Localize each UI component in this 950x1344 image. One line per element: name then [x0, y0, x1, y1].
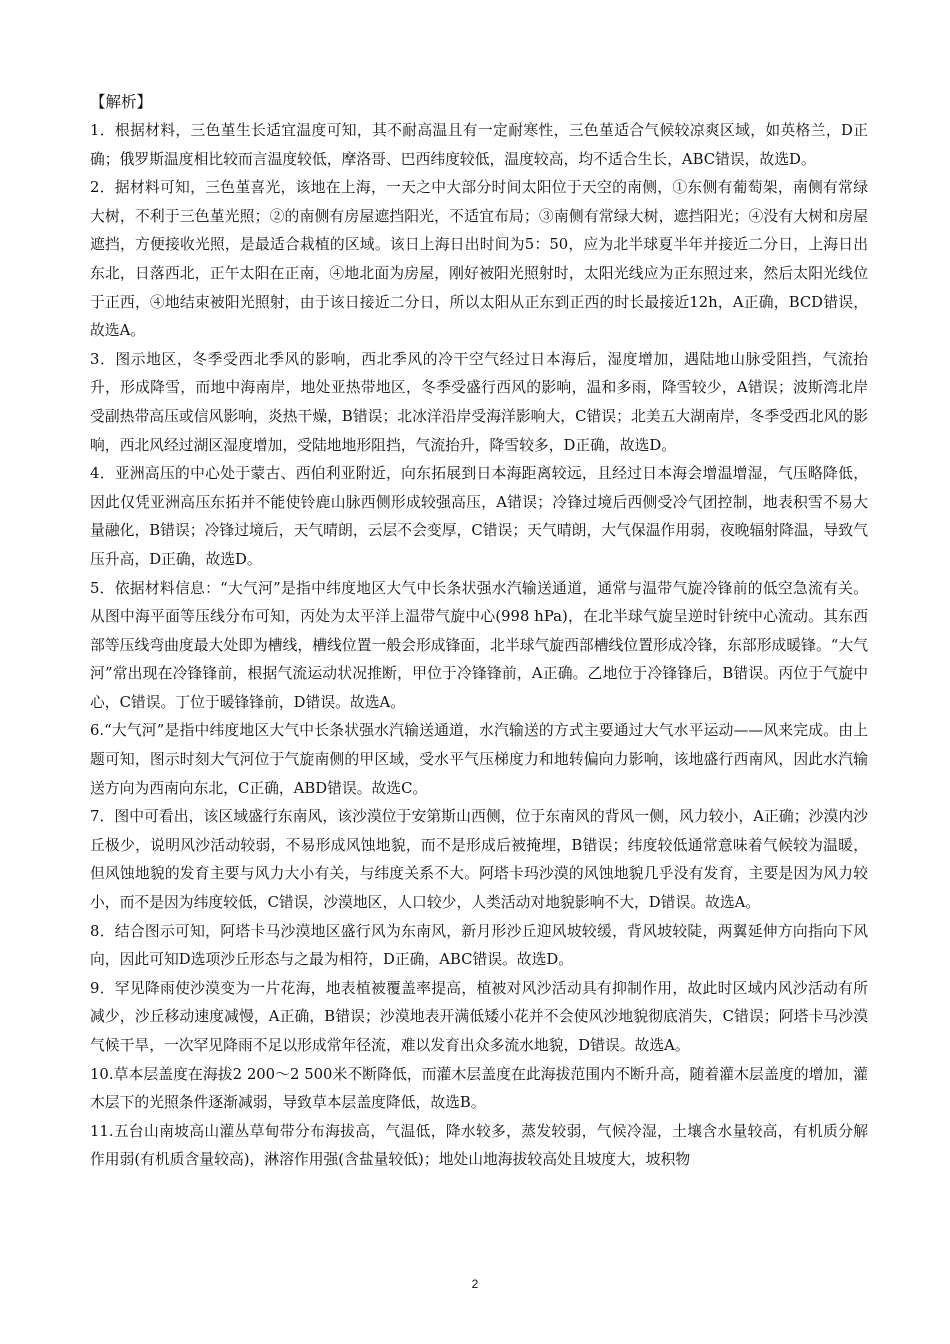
answer-paragraph-1: 1．根据材料，三色堇生长适宜温度可知，其不耐高温且有一定耐寒性，三色堇适合气候较凉爽区域，如英格兰，D正确；俄罗斯温度相比较而言温度较低，摩洛哥、巴西纬度较低，温度较高，均不适合生长，ABC错误，故选D。 — [90, 122, 868, 168]
answer-paragraph-11: 11.五台山南坡高山灌丛草甸带分布海拔高，气温低，降水较多，蒸发较弱，气候冷湿，土壤含水量较高，有机质分解作用弱(有机质含量较高)，淋溶作用强(含盐量较低)；地处山地海拔较高处且坡度大，坡积物 — [90, 1122, 868, 1169]
answer-paragraph-5: 5．依据材料信息：“大气河”是指中纬度地区大气中长条状强水汽输送通道，通常与温带气旋冷锋前的低空急流有关。从图中海平面等压线分布可知，丙处为太平洋上温带气旋中心(998 hPa)，在北半球气旋呈逆时针统中心流动。其东西部等压线弯曲度最大处即为槽线，槽线位置一般会形成锋面，北半球气旋西部槽线位置形成冷锋，东部形成暖锋。“大气河”常出现在冷锋锋前，根据气流运动状况推断，甲位于冷锋锋前，A正确。乙地位于冷锋锋后，B错误。丙位于气旋中心，C错误。丁位于暖锋锋前，D错误。故选A。 — [90, 579, 868, 711]
answer-paragraph-10: 10.草本层盖度在海拔2 200～2 500米不断降低，而灌木层盖度在此海拔范围内不断升高，随着灌木层盖度的增加，灌木层下的光照条件逐渐减弱，导致草本层盖度降低，故选B。 — [90, 1065, 868, 1112]
answer-paragraph-8: 8．结合图示可知，阿塔卡马沙漠地区盛行风为东南风，新月形沙丘迎风坡较缓，背风坡较陡，两翼延伸方向指向下风向，因此可知D选项沙丘形态与之最为相符，D正确，ABC错误。故选D。 — [90, 922, 868, 969]
answer-paragraph-3: 3．图示地区，冬季受西北季风的影响，西北季风的冷干空气经过日本海后，湿度增加，遇陆地山脉受阻挡，气流抬升，形成降雪，而地中海南岸，地处亚热带地区，冬季受盛行西风的影响，温和多雨，降雪较少，A错误；波斯湾北岸受副热带高压或信风影响，炎热干燥，B错误；北冰洋沿岸受海洋影响大，C错误；北美五大湖南岸，冬季受西北风的影响，西北风经过湖区湿度增加，受陆地地形阻挡，气流抬升，降雪较多，D正确，故选D。 — [90, 350, 868, 454]
section-heading: 【解析】 — [90, 93, 153, 111]
answer-paragraph-6: 6.“大气河”是指中纬度地区大气中长条状强水汽输送通道，水汽输送的方式主要通过大气水平运动——风来完成。由上题可知，图示时刻大气河位于气旋南侧的甲区域，受水平气压梯度力和地转偏向力影响，该地盛行西南风，因此水汽输送方向为西南向东北，C正确，ABD错误。故选C。 — [90, 722, 868, 797]
answer-paragraph-2: 2．据材料可知，三色堇喜光，该地在上海，一天之中大部分时间太阳位于天空的南侧，①东侧有葡萄架，南侧有常绿大树，不利于三色堇光照；②的南侧有房屋遮挡阳光，不适宜布局；③南侧有常绿大树，遮挡阳光；④没有大树和房屋遮挡，方便接收光照，是最适合栽植的区域。该日上海日出时间为5：50，应为北半球夏半年并接近二分日，上海日出东北，日落西北，正午太阳在正南，④地北面为房屋，刚好被阳光照射时，太阳光线应为正东照过来，然后太阳光线位于正西，④地结束被阳光照射，由于该日接近二分日，所以太阳从正东到正西的时长最接近12h，A正确，BCD错误，故选A。 — [90, 179, 868, 340]
answer-paragraph-7: 7．图中可看出，该区域盛行东南风，该沙漠位于安第斯山西侧，位于东南风的背风一侧，风力较小，A正确；沙漠内沙丘极少，说明风沙活动较弱，不易形成风蚀地貌，而不是形成后被掩埋，B错误；纬度较低通常意味着气候较为温暖，但风蚀地貌的发育主要与风力大小有关，与纬度关系不大。阿塔卡玛沙漠的风蚀地貌几乎没有发育，主要是因为风力较小，而不是因为纬度较低，C错误，沙漠地区，人口较少，人类活动对地貌影响不大，D错误。故选A。 — [90, 808, 868, 912]
page-number: 2 — [471, 1277, 479, 1291]
document-body — [90, 88, 868, 1175]
answer-paragraph-4: 4．亚洲高压的中心处于蒙古、西伯利亚附近，向东拓展到日本海距离较远，且经过日本海会增温增湿，气压略降低，因此仅凭亚洲高压东拓并不能使铃鹿山脉西侧形成较强高压，A错误；冷锋过境后西侧受冷气团控制，地表积雪不易大量融化，B错误；冷锋过境后，天气晴朗，云层不会变厚，C错误；天气晴朗，大气保温作用弱，夜晚辐射降温，导致气压升高，D正确，故选D。 — [90, 465, 868, 568]
answer-paragraph-9: 9．罕见降雨使沙漠变为一片花海，地表植被覆盖率提高，植被对风沙活动具有抑制作用，故此时区域内风沙活动有所减少，沙丘移动速度减慢，A正确，B错误；沙漠地表开满低矮小花并不会使风沙地貌彻底消失，C错误；阿塔卡马沙漠气候干旱，一次罕见降雨不足以形成常年径流，难以发育出众多流水地貌，D错误。故选A。 — [90, 979, 868, 1054]
